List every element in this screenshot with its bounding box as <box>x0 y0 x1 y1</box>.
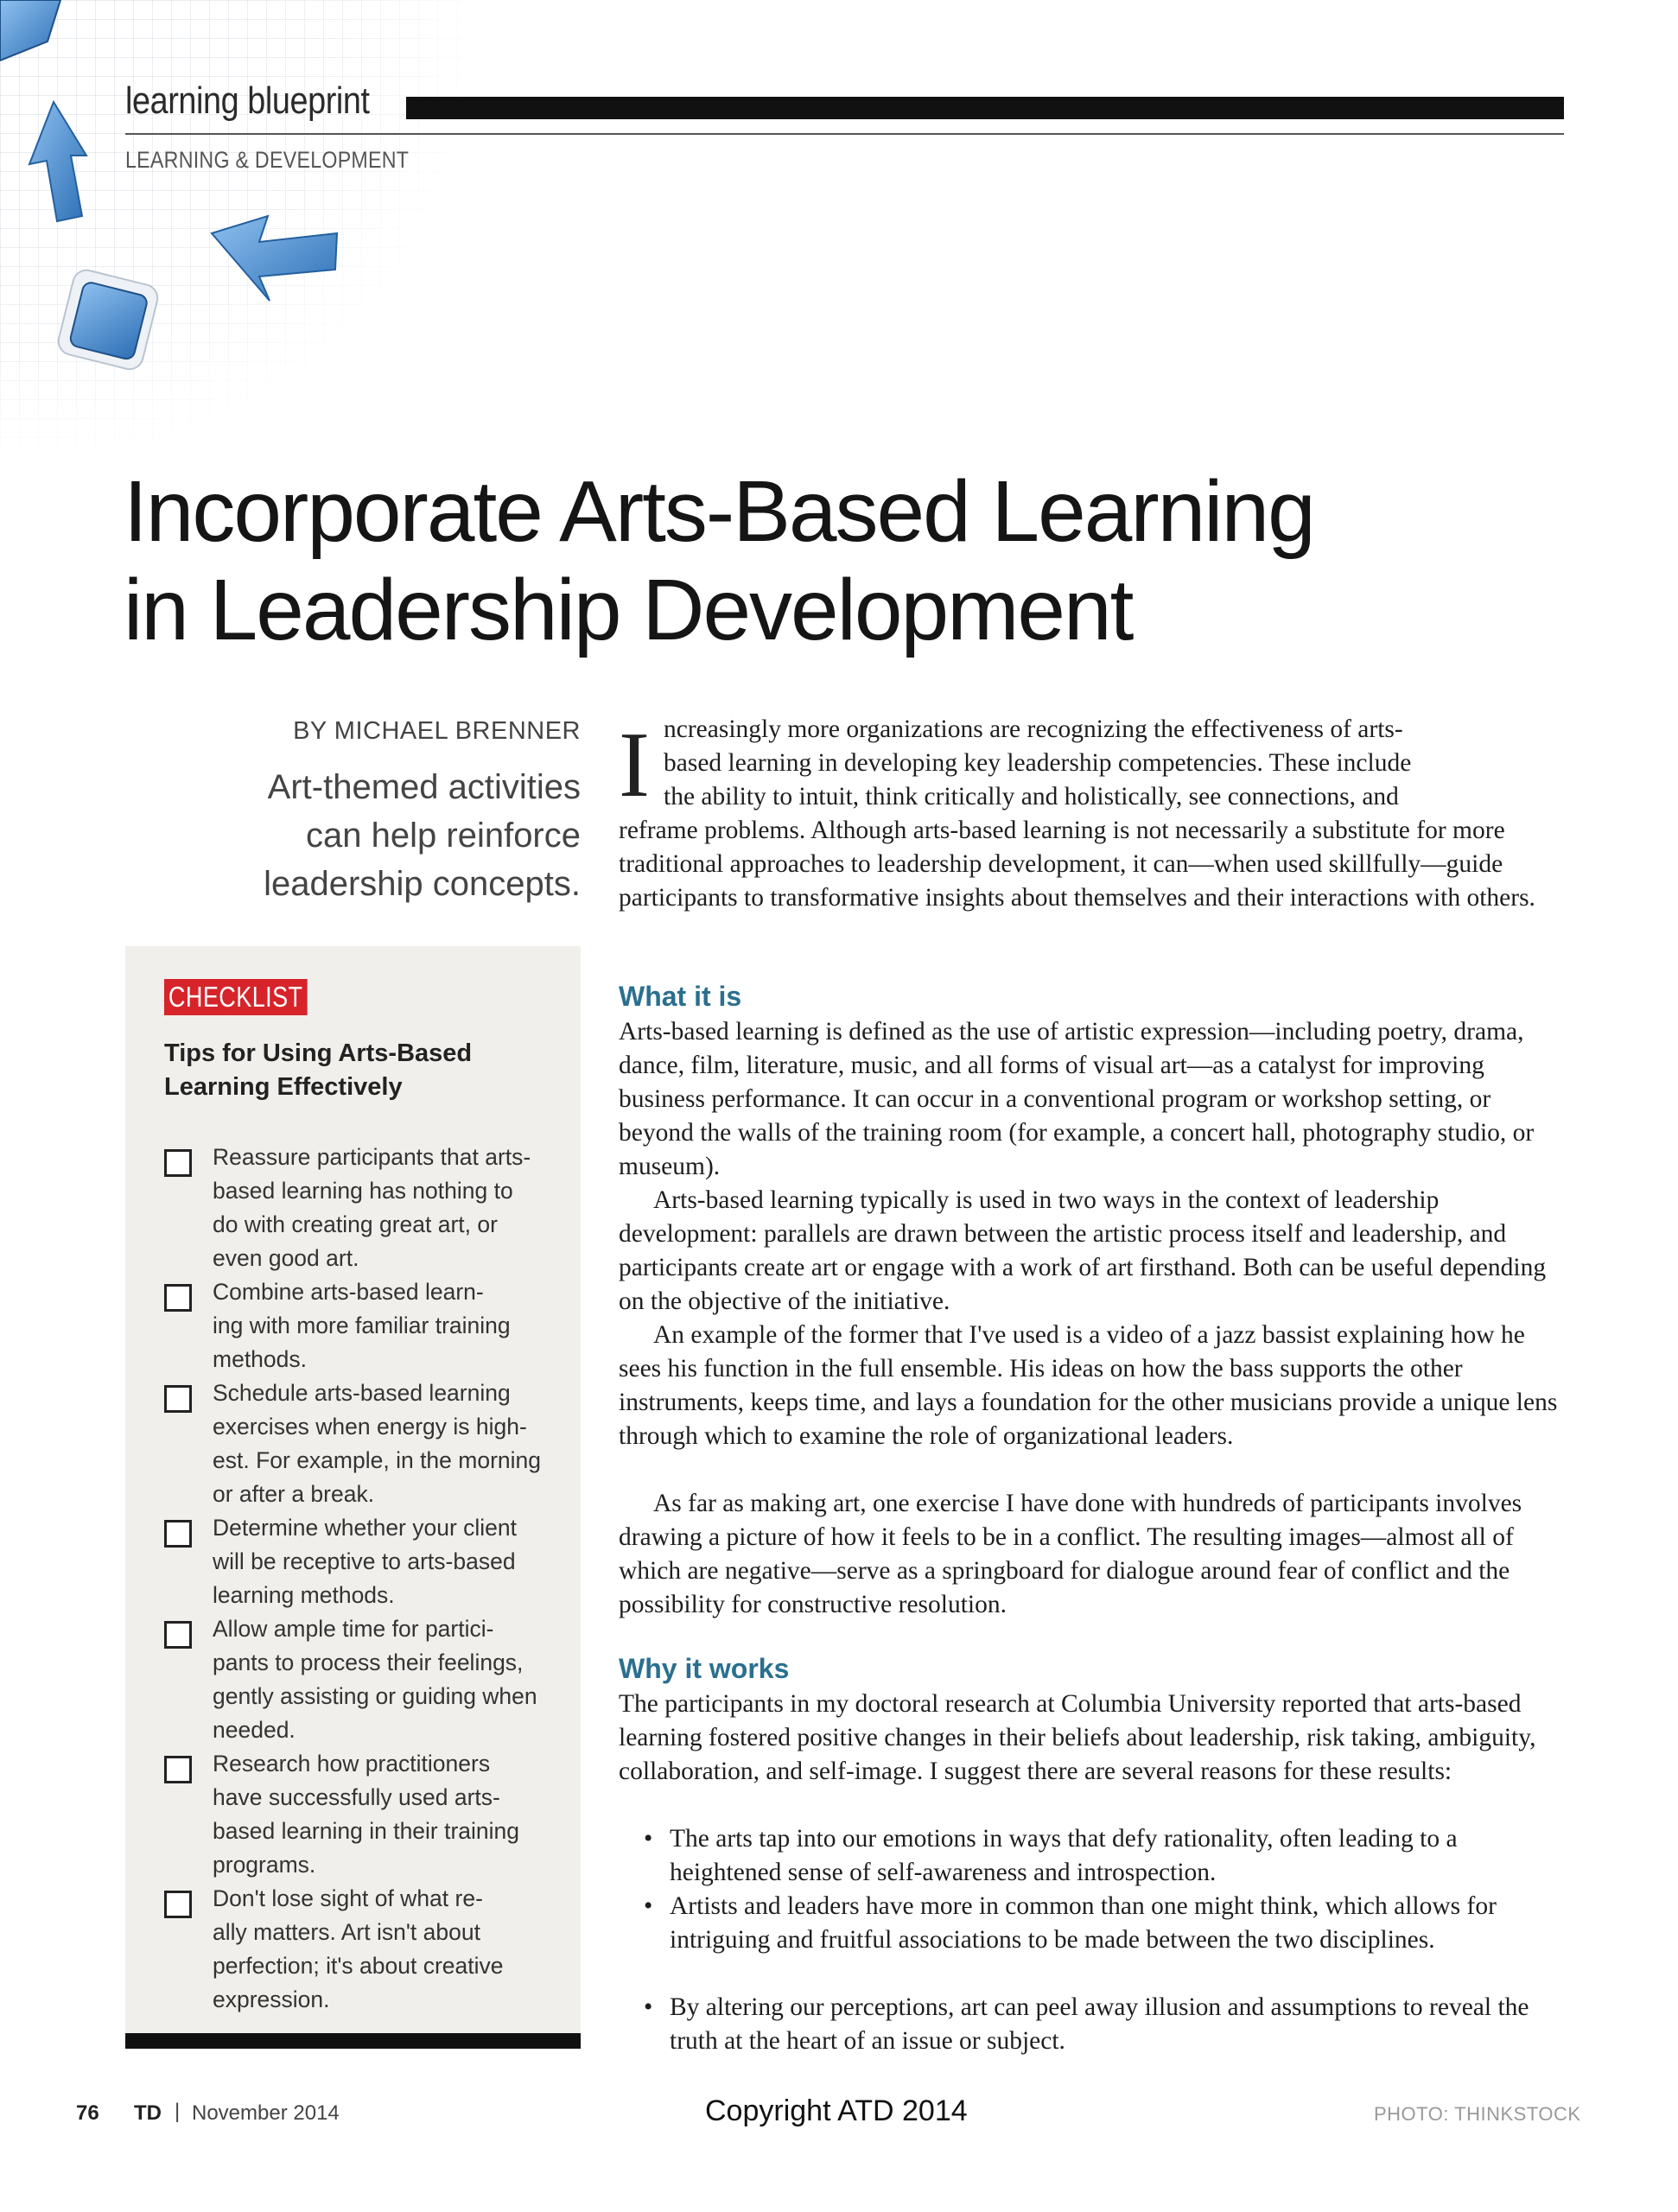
checklist-line: methods. <box>213 1346 308 1372</box>
checklist-bottom-rule <box>125 2033 581 2049</box>
checklist-line: ing with more familiar training <box>213 1313 511 1338</box>
checklist-badge: CHECKLIST <box>164 979 307 1015</box>
intro-paragraph: reframe problems. Although arts-based learning is not necessarily a substitute for more traditional approaches to leadership development, it can—when used skillfully—guide participants to transformative insights about themselves and their interactions with others. <box>619 817 1535 912</box>
checklist-line: Research how practitioners <box>213 1751 491 1777</box>
bullet-dot: • <box>644 1825 653 1853</box>
checklist-line: based learning has nothing to <box>213 1178 513 1204</box>
checklist-line: perfection; it's about creative <box>213 1953 504 1979</box>
checklist-line: Combine arts-based learn- <box>213 1279 484 1305</box>
checklist-line: Allow ample time for partici- <box>213 1616 494 1642</box>
article-title-line: Incorporate Arts-Based Learning <box>124 463 1314 560</box>
checklist-line: Don't lose sight of what re- <box>213 1885 483 1911</box>
bullet-text: By altering our perceptions, art can peel away illusion and assumptions to reveal the truth at the heart of an issue or subject. <box>670 1993 1529 2055</box>
subhead-what-it-is: What it is <box>619 981 742 1012</box>
checkbox-icon[interactable] <box>164 1284 192 1312</box>
checklist-heading-line: Learning Effectively <box>164 1073 403 1101</box>
page-number: 76 <box>76 2101 99 2125</box>
bullet-dot: • <box>644 1993 653 2021</box>
bullet-text: Artists and leaders have more in common than one might think, which allows for intriguing and fruitful associations to be made between the two disciplines. <box>670 1892 1497 1954</box>
checklist-item-text <box>213 1882 567 2017</box>
checklist-line: programs. <box>213 1852 316 1878</box>
checkbox-icon[interactable] <box>164 1520 192 1548</box>
checklist-item-text <box>213 1747 567 1882</box>
checklist-line: do with creating great art, or <box>213 1211 498 1237</box>
intro-line: based learning in developing key leadership competencies. These include <box>664 749 1412 777</box>
section-title: learning blueprint <box>125 79 370 122</box>
checklist-line: est. For example, in the morning <box>213 1447 542 1473</box>
header-graphic <box>0 0 484 449</box>
checklist-line: Determine whether your client <box>213 1515 518 1541</box>
intro-line: ncreasingly more organizations are recognizing the effectiveness of arts- <box>664 715 1403 743</box>
checklist-heading <box>164 1037 544 1104</box>
deck-line: leadership concepts. <box>264 865 581 903</box>
checklist-line: exercises when energy is high- <box>213 1414 527 1440</box>
article-title <box>124 462 1592 659</box>
checklist-heading-line: Tips for Using Arts-Based <box>164 1039 473 1067</box>
body-paragraph: An example of the former that I've used is a video of a jazz bassist explaining how he sees his function in the full ensemble. His ideas on how the bass supports the other instruments, keeps time, and lays a foundation for the other musicians provide a unique lens through which to examine the role of organizational leaders. <box>619 1321 1558 1450</box>
checklist-line: pants to process their feelings, <box>213 1649 524 1675</box>
checklist-item-text <box>213 1376 567 1511</box>
checklist-item-text <box>213 1141 567 1275</box>
section-rule <box>125 133 1564 135</box>
footer-separator: | <box>175 2100 181 2123</box>
checkbox-icon[interactable] <box>164 1149 192 1177</box>
intro-line: the ability to intuit, think critically and holistically, see connections, and <box>664 783 1399 810</box>
body-paragraph: As far as making art, one exercise I have done with hundreds of participants involves drawing a picture of how it feels to be in a conflict. The resulting images—almost all of which are negative—serve as a springboard for dialogue around fear of conflict and the possibility for constructive resolution. <box>619 1490 1522 1618</box>
checklist-line: ally matters. Art isn't about <box>213 1919 480 1945</box>
checklist-line: even good art. <box>213 1245 359 1271</box>
bullet-dot: • <box>644 1892 653 1920</box>
checkbox-icon[interactable] <box>164 1756 192 1783</box>
checkbox-icon[interactable] <box>164 1385 192 1413</box>
photo-credit: PHOTO: THINKSTOCK <box>1374 2103 1581 2125</box>
checklist-item-text <box>213 1612 567 1747</box>
checklist-item-text <box>213 1511 567 1612</box>
copyright: Copyright ATD 2014 <box>705 2094 968 2127</box>
issue-date: November 2014 <box>192 2101 340 2125</box>
article-title-line: in Leadership Development <box>124 562 1133 658</box>
checklist-line: or after a break. <box>213 1481 375 1507</box>
deck <box>121 763 581 908</box>
checklist-line: gently assisting or guiding when <box>213 1683 537 1709</box>
deck-line: Art-themed activities <box>267 768 581 806</box>
checklist-line: needed. <box>213 1717 296 1743</box>
section-title-bar <box>406 97 1564 119</box>
deck-line: can help reinforce <box>306 817 581 855</box>
checklist-item-text <box>213 1275 567 1376</box>
bullet-text: The arts tap into our emotions in ways that defy rationality, often leading to a heightened sense of self-awareness and introspection. <box>670 1825 1458 1886</box>
byline: BY MICHAEL BRENNER <box>293 717 581 745</box>
subhead-why-it-works: Why it works <box>619 1653 790 1684</box>
body-paragraph: The participants in my doctoral research at Columbia University reported that arts-based learning fostered positive changes in their beliefs about leadership, risk taking, ambiguity, collaboration, and self-image. I suggest there are several reasons for these results: <box>619 1690 1536 1785</box>
checklist-line: expression. <box>213 1986 330 2012</box>
checklist-line: based learning in their training <box>213 1818 520 1844</box>
magazine-name: TD <box>134 2101 162 2125</box>
body-paragraph: Arts-based learning typically is used in two ways in the context of leadership development: parallels are drawn between the artistic process itself and leadership, and participants create art or engage with a work of art firsthand. Both can be useful depending on the objective of the initiative. <box>619 1186 1547 1315</box>
checklist-line: learning methods. <box>213 1582 395 1608</box>
body-paragraph: Arts-based learning is defined as the use of artistic expression—including poetry, drama, dance, film, literature, music, and all forms of visual art—as a catalyst for improving business performance. It can occur in a conventional program or workshop setting, or beyond the walls of the training room (for example, a concert hall, photography studio, or museum). <box>619 1018 1535 1180</box>
checklist-line: Reassure participants that arts- <box>213 1144 531 1170</box>
checkbox-icon[interactable] <box>164 1891 192 1918</box>
checklist-line: Schedule arts-based learning <box>213 1380 511 1406</box>
section-subtitle: LEARNING & DEVELOPMENT <box>125 147 410 173</box>
checkbox-icon[interactable] <box>164 1621 192 1649</box>
checklist-line: have successfully used arts- <box>213 1784 500 1810</box>
drop-cap: I <box>619 714 650 817</box>
checklist-line: will be receptive to arts-based <box>213 1548 516 1574</box>
